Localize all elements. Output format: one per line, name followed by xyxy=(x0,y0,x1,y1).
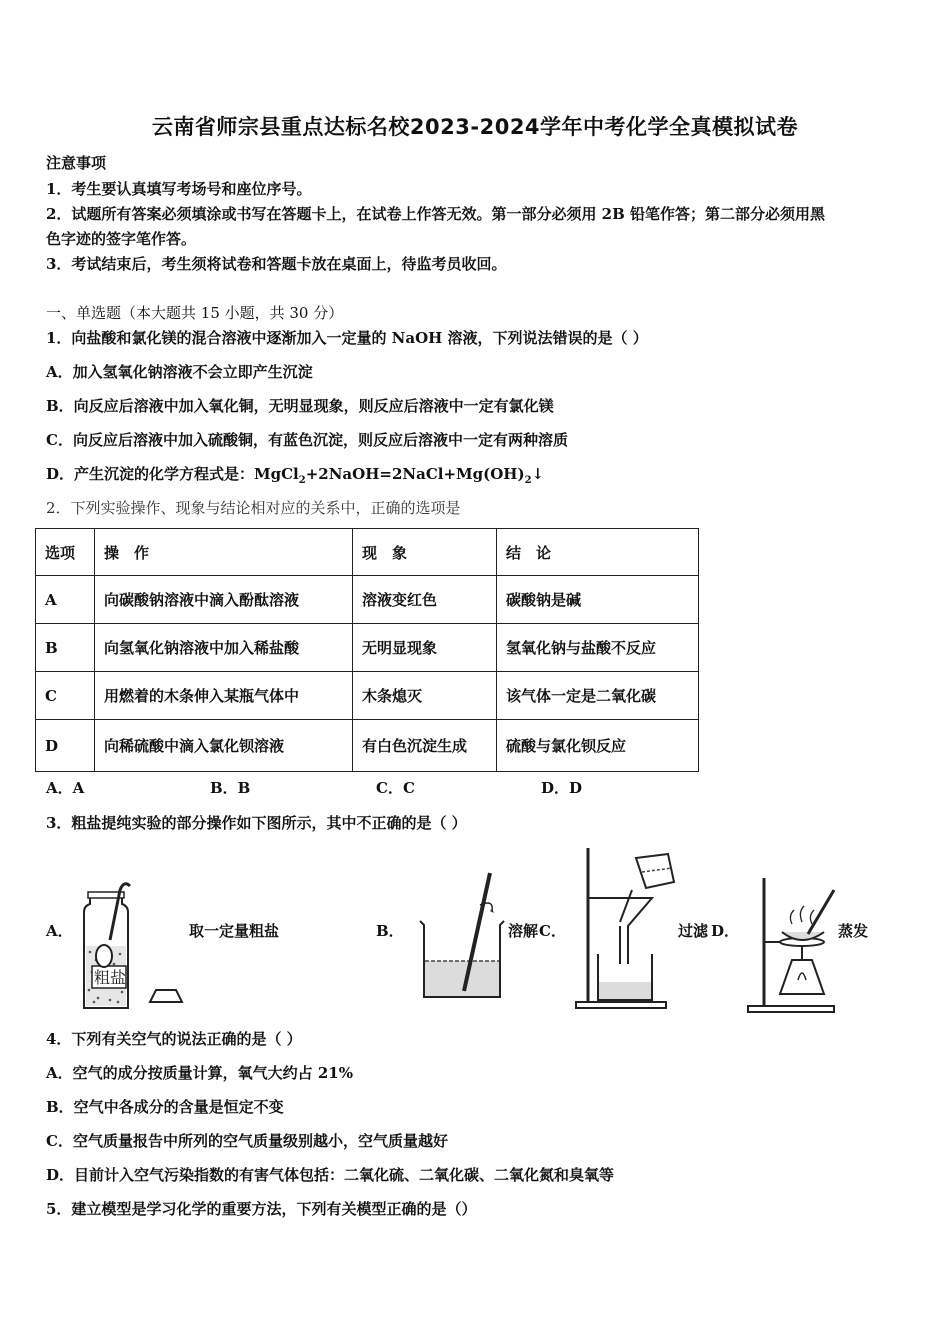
filtration-figure xyxy=(570,842,680,1012)
q1-option-b: B．向反应后溶液中加入氧化铜，无明显现象，则反应后溶液中一定有氯化镁 xyxy=(46,397,554,415)
table-header-cell: 操 作 xyxy=(95,529,353,576)
evaporation-figure xyxy=(742,870,842,1015)
table-cell: A xyxy=(36,576,95,624)
notice-item-2: 2．试题所有答案必须填涂或书写在答题卡上，在试卷上作答无效。第一部分必须用 2B 铅笔作答；第二部分必须用黑 xyxy=(46,205,826,223)
q5-stem: 5．建立模型是学习化学的重要方法，下列有关模型正确的是（） xyxy=(46,1200,477,1218)
table-cell: 该气体一定是二氧化碳 xyxy=(497,672,699,720)
jar-label: 粗盐 xyxy=(94,968,127,987)
table-cell: D xyxy=(36,720,95,772)
table-cell: 木条熄灭 xyxy=(353,672,497,720)
table-row xyxy=(36,576,699,624)
q1-option-d-prefix: D．产生沉淀的化学方程式是：MgCl xyxy=(46,465,299,483)
q4-option-a: A．空气的成分按质量计算，氧气大约占 21% xyxy=(46,1064,353,1082)
table-header-row xyxy=(36,529,699,576)
q1-option-a: A．加入氢氧化钠溶液不会立即产生沉淀 xyxy=(46,363,313,381)
page-title: 云南省师宗县重点达标名校2023-2024学年中考化学全真模拟试卷 xyxy=(151,115,799,139)
table-row xyxy=(36,672,699,720)
q3-text-d: 蒸发 xyxy=(838,922,869,940)
table-cell: B xyxy=(36,624,95,672)
q3-text-b: 溶解 xyxy=(508,922,539,940)
table-cell: C xyxy=(36,672,95,720)
q3-label-d: D． xyxy=(711,922,740,940)
q3-label-c: C． xyxy=(539,922,566,940)
q4-option-d: D．目前计入空气污染指数的有害气体包括：二氧化硫、二氧化碳、二氧化氮和臭氧等 xyxy=(46,1166,615,1184)
section-heading: 一、单选题（本大题共 15 小题，共 30 分） xyxy=(46,304,344,322)
q3-stem: 3．粗盐提纯实验的部分操作如下图所示，其中不正确的是（ ） xyxy=(46,814,467,832)
q1-option-c: C．向反应后溶液中加入硫酸铜，有蓝色沉淀，则反应后溶液中一定有两种溶质 xyxy=(46,431,568,449)
q1-option-d-mid: +2NaOH=2NaCl+Mg(OH) xyxy=(305,465,525,483)
table-cell: 向氢氧化钠溶液中加入稀盐酸 xyxy=(95,624,353,672)
notice-heading: 注意事项 xyxy=(46,154,107,172)
q3-label-a: A． xyxy=(46,922,73,940)
notice-item-3: 3．考试结束后，考生须将试卷和答题卡放在桌面上，待监考员收回。 xyxy=(46,255,507,273)
q1-stem: 1．向盐酸和氯化镁的混合溶液中逐渐加入一定量的 NaOH 溶液，下列说法错误的是（ ） xyxy=(46,329,648,347)
q2-stem: 2．下列实验操作、现象与结论相对应的关系中，正确的选项是 xyxy=(46,499,461,517)
table-cell: 用燃着的木条伸入某瓶气体中 xyxy=(95,672,353,720)
table-header-cell: 现 象 xyxy=(353,529,497,576)
q3-label-b: B． xyxy=(376,922,404,940)
notice-item-2-cont: 色字迹的签字笔作答。 xyxy=(46,230,197,248)
table-header-cell: 选项 xyxy=(36,529,95,576)
q1-option-d-sub2: 2 xyxy=(524,475,532,486)
table-cell: 无明显现象 xyxy=(353,624,497,672)
dissolve-beaker-figure xyxy=(408,865,508,1005)
table-cell: 有白色沉淀生成 xyxy=(353,720,497,772)
table-row xyxy=(36,720,699,772)
q4-option-c: C．空气质量报告中所列的空气质量级别越小，空气质量越好 xyxy=(46,1132,448,1150)
table-cell: 向稀硫酸中滴入氯化钡溶液 xyxy=(95,720,353,772)
q3-text-c: 过滤 xyxy=(678,922,709,940)
q1-option-d-sub1: 2 xyxy=(298,475,306,486)
table-row xyxy=(36,624,699,672)
table-cell: 向碳酸钠溶液中滴入酚酞溶液 xyxy=(95,576,353,624)
q2-option-a: A．A xyxy=(46,779,85,797)
table-cell: 溶液变红色 xyxy=(353,576,497,624)
q1-option-d xyxy=(46,463,544,486)
q3-text-a: 取一定量粗盐 xyxy=(189,922,280,940)
table-cell: 碳酸钠是碱 xyxy=(497,576,699,624)
notice-item-1: 1．考生要认真填写考场号和座位序号。 xyxy=(46,180,312,198)
q2-option-c: C．C xyxy=(376,779,415,797)
salt-jar-figure xyxy=(70,880,190,1015)
q4-option-b: B．空气中各成分的含量是恒定不变 xyxy=(46,1098,284,1116)
q1-option-d-arrow: ↓ xyxy=(531,465,545,483)
table-header-cell: 结 论 xyxy=(497,529,699,576)
q4-stem: 4．下列有关空气的说法正确的是（ ） xyxy=(46,1030,302,1048)
q2-option-b: B．B xyxy=(210,779,251,797)
table-cell: 硫酸与氯化钡反应 xyxy=(497,720,699,772)
table-cell: 氢氧化钠与盐酸不反应 xyxy=(497,624,699,672)
q2-table xyxy=(35,528,699,772)
q2-option-d: D．D xyxy=(541,779,583,797)
